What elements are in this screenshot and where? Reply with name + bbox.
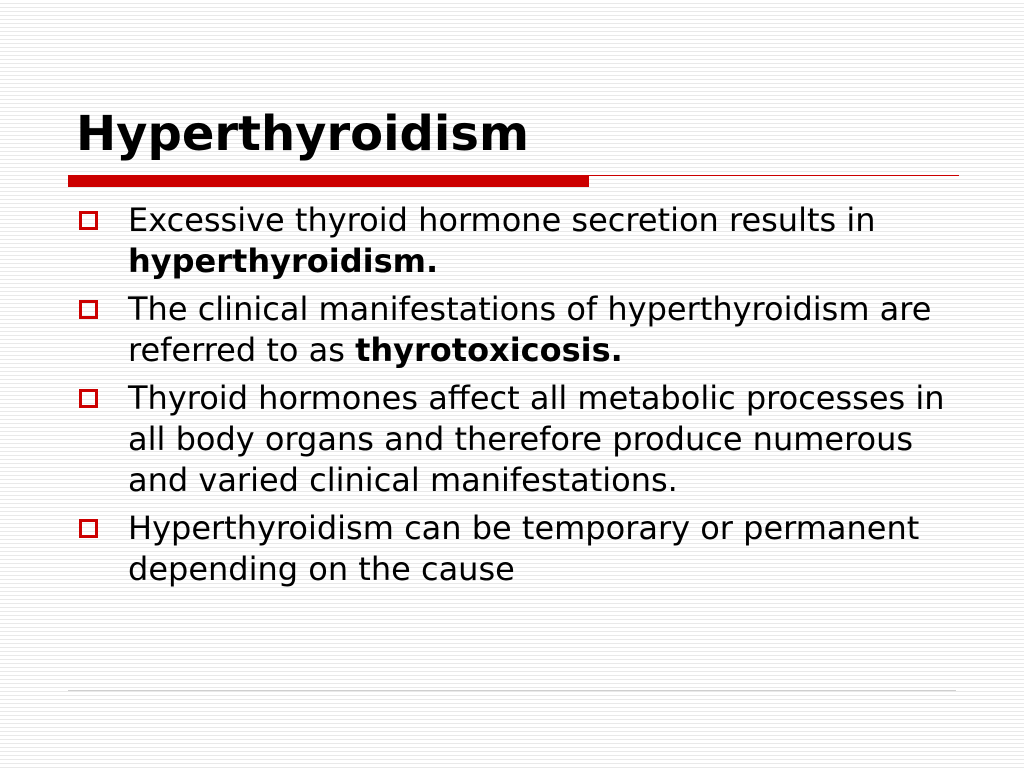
bullet-text: Hyperthyroidism can be temporary or permanent depending on the cause: [128, 509, 920, 588]
title-accent-line: [589, 175, 959, 176]
hollow-square-bullet-icon: [79, 300, 98, 319]
hollow-square-bullet-icon: [79, 211, 98, 230]
hollow-square-bullet-icon: [79, 389, 98, 408]
bullet-text: [128, 200, 976, 282]
slide-title: Hyperthyroidism: [76, 106, 529, 162]
bullet-item: [76, 508, 976, 590]
bullet-text: [128, 289, 976, 371]
bullet-text: Thyroid hormones affect all metabolic processes in all body organs and therefore produce numerous and varied clinical manifestations.: [128, 379, 945, 499]
hollow-square-bullet-icon: [79, 519, 98, 538]
bullet-item: [76, 289, 976, 371]
footer-divider: [68, 690, 956, 691]
bullet-emphasis: thyrotoxicosis.: [355, 331, 623, 369]
bullet-body: Excessive thyroid hormone secretion results in: [128, 201, 876, 239]
bullet-item: [76, 200, 976, 282]
title-accent-bar: [68, 175, 589, 187]
bullet-item: [76, 378, 976, 501]
bullet-emphasis: hyperthyroidism.: [128, 242, 439, 280]
bullet-list: [76, 200, 976, 597]
bullet-body: The clinical manifestations of hyperthyroidism are referred to as: [128, 290, 932, 369]
